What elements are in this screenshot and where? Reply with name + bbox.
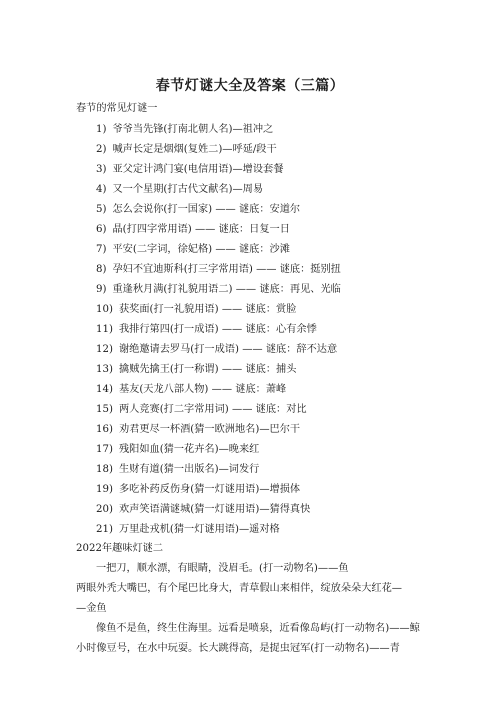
- riddle-item: [96, 422, 300, 437]
- riddle-text: 喊声长定是烟烟(复姓二)—呼延/段干: [112, 144, 277, 155]
- riddle-item: [96, 202, 300, 217]
- riddle-item: [96, 442, 259, 457]
- riddle-number: 3): [96, 164, 107, 175]
- riddle-text: 怎么会说你(打一国家) —— 谜底：安道尔: [112, 204, 301, 215]
- riddle-item: [96, 322, 317, 337]
- riddle-item: [96, 242, 290, 257]
- riddle-item-21: [96, 522, 280, 537]
- riddle-number: 2): [96, 144, 107, 155]
- document-title: 春节灯谜大全及答案（三篇）: [155, 78, 345, 94]
- riddle-item: [96, 402, 307, 417]
- riddle-text: 残阳如血(猜一花卉名)—晚来红: [118, 444, 260, 455]
- riddle-text: 劝君更尽一杯酒(猜一欧洲地名)—巴尔干: [118, 424, 301, 435]
- riddle-text: 孕妇不宜迪斯科(打三字常用语) —— 谜底：挺别扭: [112, 264, 341, 275]
- riddle-number: 15): [96, 404, 113, 415]
- riddle-number: 21): [96, 524, 113, 535]
- riddle-item: [96, 222, 290, 237]
- riddle-number: 4): [96, 184, 107, 195]
- paragraph: 一把刀，顺水漂，有眼睛，没眉毛。(打一动物名)——鱼: [96, 563, 349, 574]
- riddle-text: 爷爷当先锋(打南北朝人名)—祖冲之: [112, 124, 274, 135]
- section-heading-fun-riddles: 2022年趣味灯谜二: [76, 543, 164, 554]
- riddle-text: 生财有道(猜一出版名)—词发行: [118, 464, 260, 475]
- riddle-number: 1): [96, 124, 107, 135]
- riddle-item: [96, 182, 263, 197]
- riddle-text: 基友(天龙八部人物) —— 谜底：萧峰: [118, 384, 287, 395]
- riddle-text: 欢声笑语满谜城(猜一灯谜用语)—猜得真快: [118, 504, 311, 515]
- riddle-number: 8): [96, 264, 107, 275]
- paragraph: 像鱼不是鱼，终生住海里。远看是喷泉，近看像岛屿(打一动物名)——鲸: [96, 623, 420, 634]
- riddle-text: 晶(打四字常用语) —— 谜底：日复一日: [112, 224, 290, 235]
- riddle-text: 谢绝邀请去罗马(打一成语) —— 谜底：辞不达意: [118, 344, 338, 355]
- riddle-item: [96, 122, 273, 137]
- riddle-number: 12): [96, 344, 113, 355]
- riddle-text: 亚父定计鸿门宴(电信用语)—增设套餐: [112, 164, 284, 175]
- riddle-number: 9): [96, 284, 107, 295]
- riddle-number: 6): [96, 224, 107, 235]
- riddle-item: [96, 162, 283, 177]
- riddle-number: 17): [96, 444, 113, 455]
- riddle-item: [96, 142, 277, 157]
- riddle-text: 平安(二字词，徐妃格) —— 谜底：沙滩: [112, 244, 290, 255]
- riddle-number: 20): [96, 504, 113, 515]
- riddle-text: 擒贼先擒王(打一称谓) —— 谜底：捕头: [118, 364, 297, 375]
- riddle-item: [96, 502, 310, 517]
- riddle-number: 18): [96, 464, 113, 475]
- riddle-item: [96, 302, 296, 317]
- riddle-number: 11): [96, 324, 113, 335]
- paragraph: 小时像豆号，在水中玩耍。长大跳得高，是捉虫冠军(打一动物名)——青: [76, 643, 400, 654]
- riddle-item: [96, 342, 337, 357]
- riddle-text: 万里赴戎机(猜一灯谜用语)—遥对格: [118, 524, 280, 535]
- riddle-number: 10): [96, 304, 113, 315]
- riddle-text: 两人竞赛(打二字常用词) —— 谜底：对比: [118, 404, 307, 415]
- riddle-item: [96, 262, 341, 277]
- riddle-item: [96, 282, 341, 297]
- riddle-text: 又一个星期(打古代文献名)—周易: [112, 184, 264, 195]
- riddle-number: 7): [96, 244, 107, 255]
- riddle-item: [96, 482, 300, 497]
- riddle-number: 14): [96, 384, 113, 395]
- riddle-number: 5): [96, 204, 107, 215]
- riddle-number: 13): [96, 364, 113, 375]
- riddle-text: 重逢秋月满(打礼貌用语二) —— 谜底：再见、光临: [112, 284, 341, 295]
- riddle-text: 获奖面(打一礼貌用语) —— 谜底：赏脸: [118, 304, 297, 315]
- paragraph: 两眼外秃大嘴巴，有个尾巴比身大，青草假山来相伴，绽放朵朵大红花—: [76, 583, 402, 594]
- riddle-item: [96, 462, 259, 477]
- riddle-item: [96, 382, 286, 397]
- riddle-item: [96, 362, 296, 377]
- section-heading-common-riddles: 春节的常见灯谜一: [76, 103, 158, 114]
- paragraph: —金鱼: [76, 603, 107, 614]
- riddle-text: 我排行第四(打一成语) —— 谜底：心有余悸: [118, 324, 317, 335]
- riddle-number: 16): [96, 424, 113, 435]
- riddle-text: 多吃补药反伤身(猜一灯谜用语)—增损体: [118, 484, 301, 495]
- riddle-number: 19): [96, 484, 113, 495]
